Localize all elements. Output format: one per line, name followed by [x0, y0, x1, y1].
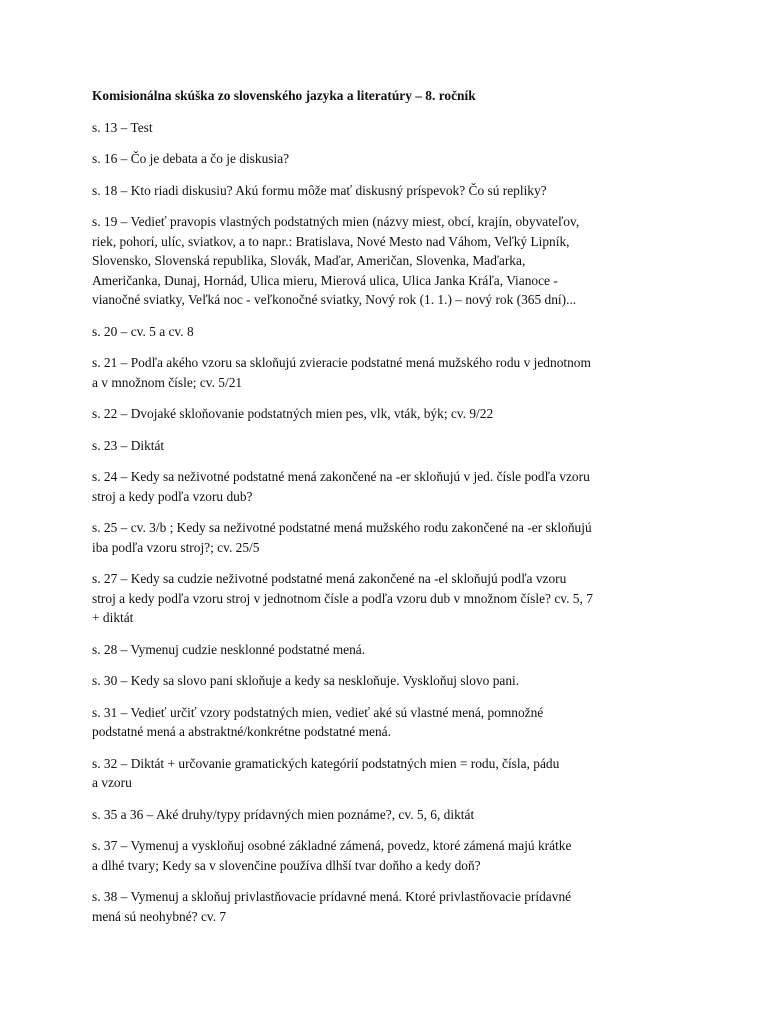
question-item: [92, 569, 692, 628]
question-item: [92, 181, 692, 201]
question-text-line: vianočné sviatky, Veľká noc - veľkonočné sviatky, Nový rok (1. 1.) – nový rok (365 dní)...: [92, 292, 577, 307]
question-item: [92, 436, 692, 456]
question-text-line: s. 30 – Kedy sa slovo pani skloňuje a kedy sa neskloňuje. Vyskloňuj slovo pani.: [92, 673, 520, 688]
question-text-line: s. 18 – Kto riadi diskusiu? Akú formu môže mať diskusný príspevok? Čo sú repliky?: [92, 182, 547, 198]
question-item: [92, 703, 692, 742]
question-text-line: s. 32 – Diktát + určovanie gramatických kategórií podstatných mien = rodu, čísla, pádu: [92, 755, 560, 771]
question-text-line: s. 20 – cv. 5 a cv. 8: [92, 323, 194, 339]
question-text-line: Američanka, Dunaj, Hornád, Ulica mieru, Mierová ulica, Ulica Janka Kráľa, Vianoce -: [92, 272, 558, 288]
question-item: [92, 754, 692, 793]
document-page: [92, 86, 692, 938]
question-item: [92, 118, 692, 138]
question-text-line: Slovensko, Slovenská republika, Slovák, Maďar, Američan, Slovenka, Maďarka,: [92, 253, 526, 268]
question-text-line: a v množnom čísle; cv. 5/21: [92, 374, 243, 390]
question-text-line: + diktát: [92, 610, 134, 625]
question-text-line: s. 25 – cv. 3/b ; Kedy sa neživotné podstatné mená mužského rodu zakončené na -er skloňujú: [92, 520, 592, 535]
question-item: [92, 805, 692, 825]
question-item: [92, 640, 692, 660]
question-item: [92, 212, 692, 310]
question-item: [92, 671, 692, 691]
question-text-line: s. 19 – Vedieť pravopis vlastných podstatných mien (názvy miest, obcí, krajín, obyvateľov,: [92, 214, 580, 229]
question-text-line: riek, pohorí, ulíc, sviatkov, a to napr.: Bratislava, Nové Mesto nad Váhom, Veľký Lipník,: [92, 233, 570, 249]
question-text-line: s. 13 – Test: [92, 119, 153, 135]
question-text-line: s. 21 – Podľa akého vzoru sa skloňujú zvieracie podstatné mená mužského rodu v jednotnom: [92, 355, 591, 370]
question-text-line: s. 22 – Dvojaké skloňovanie podstatných mien pes, vlk, vták, býk; cv. 9/22: [92, 406, 494, 421]
question-item: [92, 518, 692, 557]
question-text-line: s. 37 – Vymenuj a vyskloňuj osobné základné zámená, povedz, ktoré zámená majú krátke: [92, 838, 572, 853]
question-text-line: s. 16 – Čo je debata a čo je diskusia?: [92, 151, 290, 166]
question-text-line: iba podľa vzoru stroj?; cv. 25/5: [92, 539, 260, 555]
question-text-line: podstatné mená a abstraktné/konkrétne podstatné mená.: [92, 724, 391, 739]
document-title: Komisionálna skúška zo slovenského jazyka a literatúry – 8. ročník: [92, 88, 476, 103]
question-text-line: mená sú neohybné? cv. 7: [92, 908, 227, 924]
question-text-line: s. 27 – Kedy sa cudzie neživotné podstatné mená zakončené na -el skloňujú podľa vzoru: [92, 571, 567, 586]
question-text-line: stroj a kedy podľa vzoru dub?: [92, 488, 253, 504]
question-item: [92, 836, 692, 875]
question-item: [92, 353, 692, 392]
question-text-line: a vzoru: [92, 775, 132, 790]
question-text-line: s. 31 – Vedieť určiť vzory podstatných mien, vedieť aké sú vlastné mená, pomnožné: [92, 704, 544, 720]
question-item: [92, 149, 692, 169]
question-item: [92, 887, 692, 926]
question-text-line: s. 28 – Vymenuj cudzie nesklonné podstatné mená.: [92, 641, 366, 657]
question-item: [92, 322, 692, 342]
question-text-line: s. 23 – Diktát: [92, 437, 165, 453]
question-item: [92, 404, 692, 424]
question-text-line: s. 24 – Kedy sa neživotné podstatné mená zakončené na -er skloňujú v jed. čísle podľa vzoru: [92, 469, 590, 484]
question-text-line: a dlhé tvary; Kedy sa v slovenčine používa dlhší tvar doňho a kedy doň?: [92, 857, 481, 873]
question-text-line: s. 35 a 36 – Aké druhy/typy prídavných mien poznáme?, cv. 5, 6, diktát: [92, 806, 475, 822]
question-item: [92, 467, 692, 506]
question-list: [92, 118, 692, 927]
question-text-line: s. 38 – Vymenuj a skloňuj privlastňovacie prídavné mená. Ktoré privlastňovacie prídavné: [92, 889, 572, 904]
question-text-line: stroj a kedy podľa vzoru stroj v jednotnom čísle a podľa vzoru dub v množnom čísle? cv. 5, 7: [92, 590, 593, 606]
